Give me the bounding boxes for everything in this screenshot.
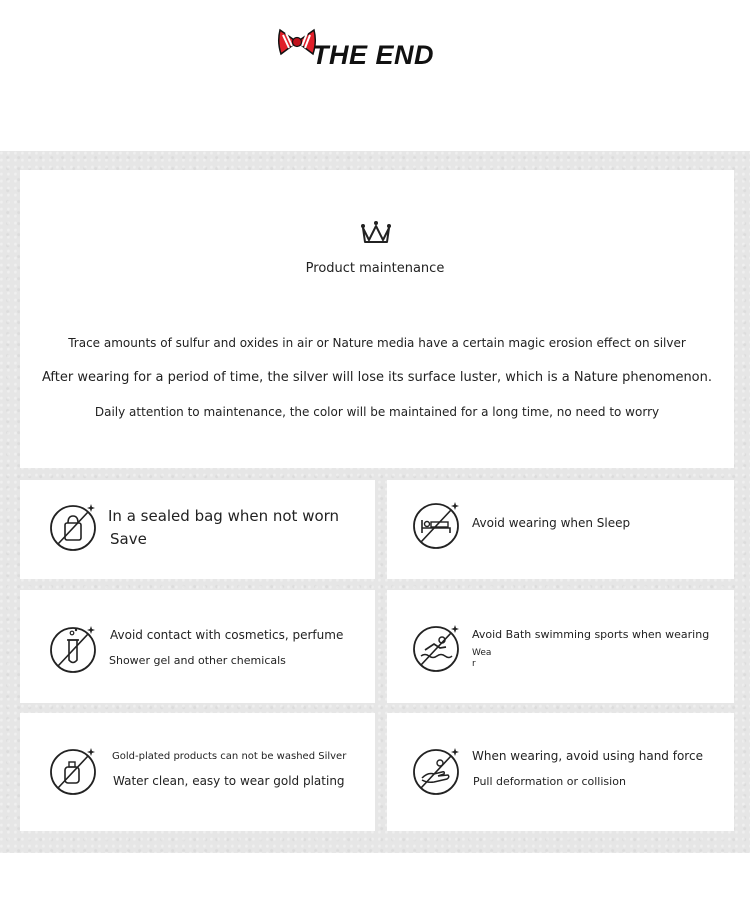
header: [0, 0, 750, 150]
tip-2-line-1: Avoid wearing when Sleep: [472, 516, 631, 530]
crown-icon: [360, 220, 392, 246]
tip-6-line-1: When wearing, avoid using hand force: [472, 749, 703, 763]
tip-4-line-3: r: [472, 659, 476, 669]
tip-4-line-2: Wea: [472, 648, 492, 658]
tip-3-line-1: Avoid contact with cosmetics, perfume: [110, 628, 344, 642]
tip-1-line-2: Save: [110, 530, 147, 548]
tip-5-line-1: Gold-plated products can not be washed Silver: [112, 751, 347, 762]
sealed-bag-icon: [48, 502, 98, 552]
bow-icon: [277, 26, 317, 64]
maintenance-card: [20, 170, 734, 468]
tip-4-line-1: Avoid Bath swimming sports when wearing: [472, 628, 710, 641]
tip-5-line-2: Water clean, easy to wear gold plating: [113, 774, 345, 788]
maintenance-line-2: After wearing for a period of time, the silver will lose its surface luster, which is a Nature phenomenon.: [41, 370, 713, 385]
tip-6-line-2: Pull deformation or collision: [473, 775, 626, 788]
hand-force-icon: [412, 746, 462, 796]
water-bottle-icon: [48, 746, 98, 796]
maintenance-line-1: Trace amounts of sulfur and oxides in air or Nature media have a certain magic erosion effect on silver: [68, 336, 686, 350]
swimming-icon: [412, 623, 462, 673]
cosmetics-test-tube-icon: [48, 624, 98, 674]
page-title: THE END: [312, 40, 435, 70]
tip-3-line-2: Shower gel and other chemicals: [109, 654, 286, 667]
tip-1-line-1: In a sealed bag when not worn: [108, 507, 340, 525]
maintenance-line-3: Daily attention to maintenance, the color will be maintained for a long time, no need to worry: [94, 405, 660, 419]
sleep-bed-icon: [412, 500, 462, 550]
maintenance-title: Product maintenance: [305, 261, 445, 276]
